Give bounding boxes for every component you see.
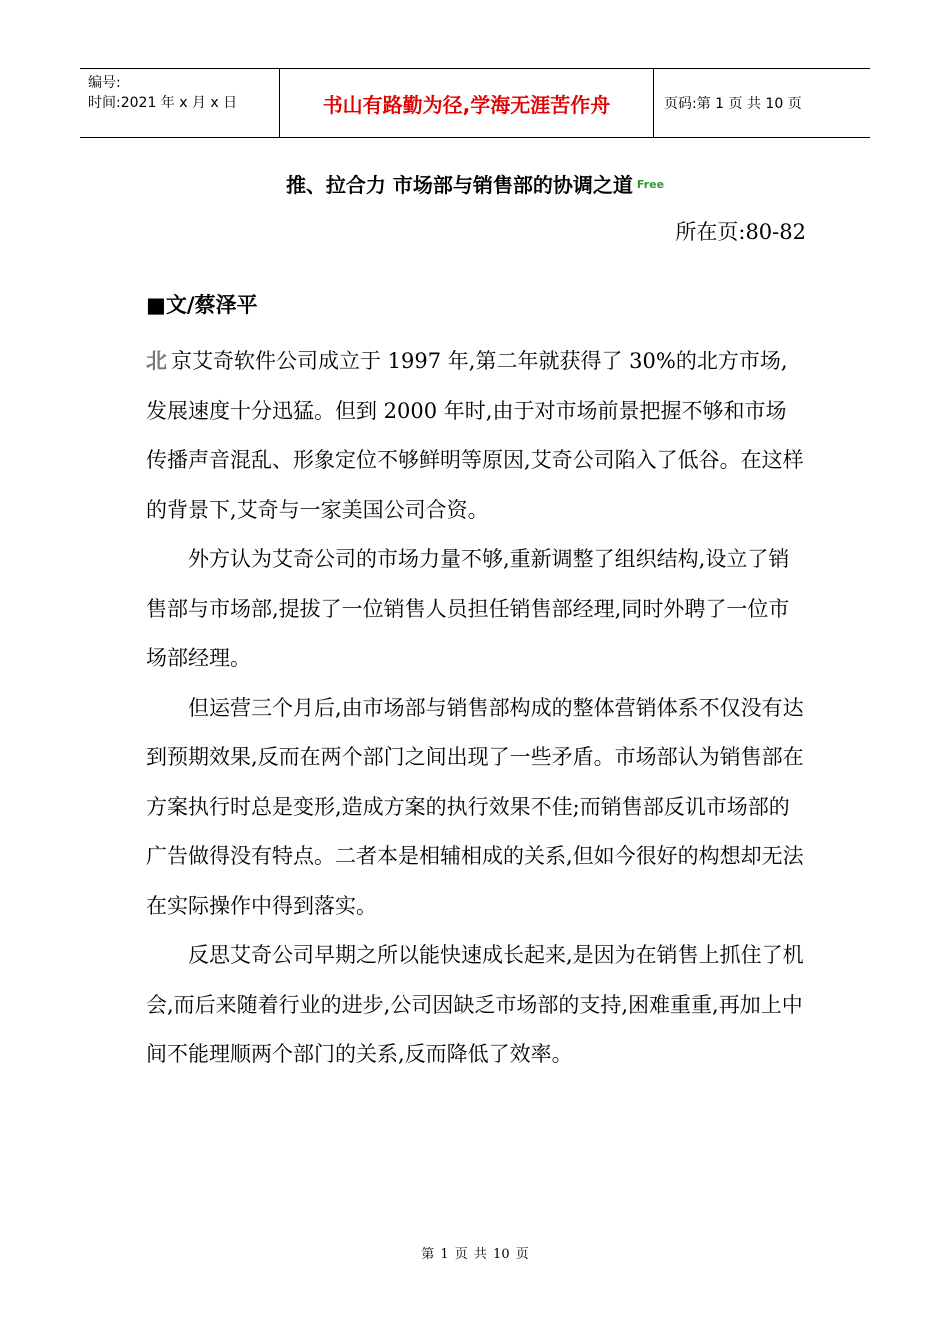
paragraph-1-text: 京艾奇软件公司成立于 1997 年,第二年就获得了 30%的北方市场,发展速度十分迅猛。但到 2000 年时,由于对市场前景把握不够和市场传播声音混乱、形象定位不够鲜明等原因,艾奇公司陷入了低谷。在这样的背景下,艾奇与一家美国公司合资。 (146, 349, 804, 522)
page-footer: 第 1 页 共 10 页 (421, 1247, 529, 1262)
article-title: 推、拉合力 市场部与销售部的协调之道 (285, 173, 633, 197)
free-badge: Free (636, 178, 665, 191)
header-motto: 书山有路勤为径,学海无涯苦作舟 (280, 69, 654, 137)
page-reference: 所在页:80-82 (675, 220, 806, 244)
paragraph-2: 外方认为艾奇公司的市场力量不够,重新调整了组织结构,设立了销售部与市场部,提拔了一位销售人员担任销售部经理,同时外聘了一位市场部经理。 (146, 547, 790, 670)
paragraph-3: 但运营三个月后,由市场部与销售部构成的整体营销体系不仅没有达到预期效果,反而在两个部门之间出现了一些矛盾。市场部认为销售部在方案执行时总是变形,造成方案的执行效果不佳;而销售部反讥市场部的广告做得没有特点。二者本是相辅相成的关系,但如今很好的构想却无法在实际操作中得到落实。 (146, 695, 804, 918)
article-title-row (0, 170, 950, 200)
article-body (146, 337, 806, 1080)
time-label: 时间:2021 年 x 月 x 日 (88, 95, 238, 111)
paragraph-4: 反思艾奇公司早期之所以能快速成长起来,是因为在销售上抓住了机会,而后来随着行业的进步,公司因缺乏市场部的支持,困难重重,再加上中间不能理顺两个部门的关系,反而降低了效率。 (146, 943, 804, 1066)
header-meta (80, 69, 280, 137)
number-label: 编号: (88, 75, 121, 91)
document-header (80, 68, 870, 138)
header-page-info: 页码:第 1 页 共 10 页 (664, 96, 802, 112)
author-byline: ■文/蔡泽平 (146, 293, 258, 317)
paragraph-1 (146, 337, 806, 535)
drop-cap: 北 (146, 349, 167, 373)
